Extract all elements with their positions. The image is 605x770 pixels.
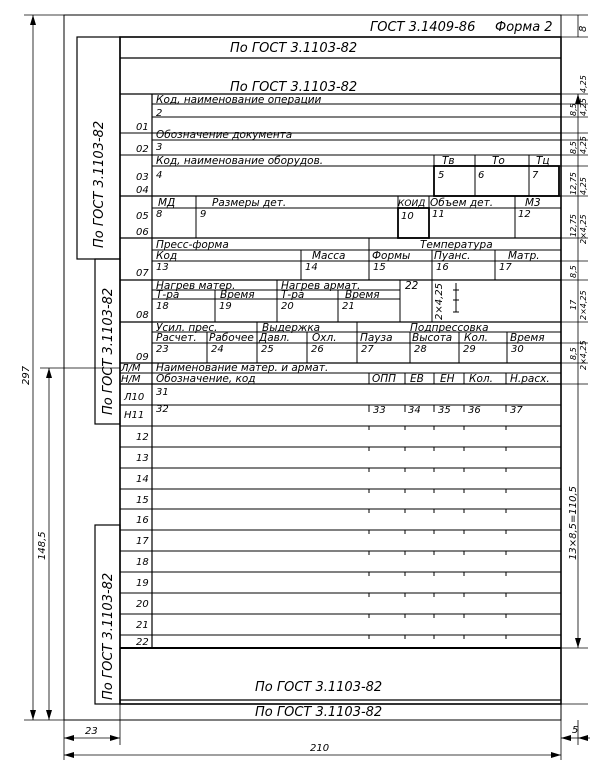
svg-text:10: 10 xyxy=(401,211,414,222)
svg-text:13×8,5=110,5: 13×8,5=110,5 xyxy=(568,485,579,560)
top-ref: По ГОСТ 3.1103-82 xyxy=(230,41,358,56)
row-07: 07 xyxy=(136,268,149,279)
label-en: ЕН xyxy=(440,373,455,385)
row-01: 01 xyxy=(136,122,149,133)
label-tra2: Т-ра xyxy=(281,289,305,301)
right-dimensions xyxy=(568,26,589,560)
label-rabochee: Рабочее xyxy=(209,332,254,344)
label-to: То xyxy=(492,155,505,167)
gost-number: ГОСТ 3.1409-86 xyxy=(370,20,476,35)
svg-text:36: 36 xyxy=(468,405,481,416)
label-ohl: Охл. xyxy=(312,332,337,344)
label-vremya2: Время xyxy=(345,289,380,301)
svg-text:37: 37 xyxy=(510,405,523,416)
label-nagrev-mat: Нагрев матер. xyxy=(156,280,236,292)
label-temp: Температура xyxy=(420,239,493,251)
row-05: 05 xyxy=(136,211,149,222)
label-tv: Тв xyxy=(442,155,455,167)
row-03: 03 xyxy=(136,172,149,183)
svg-text:34: 34 xyxy=(408,405,421,416)
svg-text:4,25: 4,25 xyxy=(579,136,588,154)
label-formy: Формы xyxy=(372,250,411,262)
svg-text:32: 32 xyxy=(156,404,169,415)
svg-text:4,25: 4,25 xyxy=(579,98,588,116)
svg-text:26: 26 xyxy=(311,344,324,355)
label-koid: КОИД xyxy=(398,199,426,209)
dim-297: 297 xyxy=(21,365,32,385)
svg-text:8: 8 xyxy=(578,25,589,32)
label-naim-mat: Наименование матер. и армат. xyxy=(156,362,329,374)
svg-text:5: 5 xyxy=(438,170,445,181)
label-2x425: 2×4,25 xyxy=(434,282,445,320)
svg-text:8,5: 8,5 xyxy=(569,347,578,360)
side-ref-lower: По ГОСТ 3.1103-82 xyxy=(101,572,116,700)
svg-text:28: 28 xyxy=(414,344,427,355)
label-vol: Объем дет. xyxy=(430,197,494,209)
svg-text:12,75: 12,75 xyxy=(569,214,578,237)
svg-text:8: 8 xyxy=(156,209,163,220)
label-vremya3: Время xyxy=(510,332,545,344)
label-vremya1: Время xyxy=(220,289,255,301)
svg-text:7: 7 xyxy=(532,170,539,181)
svg-text:9: 9 xyxy=(200,209,207,220)
svg-text:4: 4 xyxy=(156,170,163,181)
form-number: Форма 2 xyxy=(495,20,553,35)
label-pauza: Пауза xyxy=(360,332,393,344)
row-15: 15 xyxy=(136,495,149,506)
dim-23: 23 xyxy=(85,726,98,737)
svg-text:13: 13 xyxy=(156,262,169,273)
label-md: МД xyxy=(158,197,176,209)
svg-text:25: 25 xyxy=(261,344,274,355)
label-22: 22 xyxy=(405,280,419,292)
row-lm: Л/М xyxy=(121,363,141,374)
svg-text:30: 30 xyxy=(511,344,524,355)
row-13: 13 xyxy=(136,453,149,464)
row-04: 04 xyxy=(136,185,149,196)
row-17: 17 xyxy=(136,536,149,547)
label-press: Пресс-форма xyxy=(156,239,229,251)
label-opp: ОПП xyxy=(372,373,397,385)
row-08: 08 xyxy=(136,310,149,321)
row-numbers xyxy=(120,122,149,648)
dim-148-5: 148,5 xyxy=(37,531,48,560)
svg-text:29: 29 xyxy=(463,344,476,355)
label-tra1: Т-ра xyxy=(156,289,180,301)
svg-text:27: 27 xyxy=(361,344,374,355)
svg-text:19: 19 xyxy=(219,301,232,312)
row-nm: Н/М xyxy=(121,374,141,385)
svg-text:20: 20 xyxy=(281,301,294,312)
label-kol1: Кол. xyxy=(464,332,488,344)
label-oboz-kod: Обозначение, код xyxy=(156,373,256,385)
label-nagrev-arm: Нагрев армат. xyxy=(281,280,361,292)
row-09: 09 xyxy=(136,352,149,363)
svg-text:24: 24 xyxy=(211,344,224,355)
bottom-ref-1: По ГОСТ 3.1103-82 xyxy=(255,680,383,695)
svg-text:11: 11 xyxy=(432,209,445,220)
svg-text:6: 6 xyxy=(478,170,485,181)
row-18: 18 xyxy=(136,557,149,568)
row-21: 21 xyxy=(136,620,149,631)
title-ref: По ГОСТ 3.1103-82 xyxy=(230,80,358,95)
label-massa: Масса xyxy=(312,250,346,262)
label-usil: Усил. прес. xyxy=(156,322,218,334)
row-19: 19 xyxy=(136,578,149,589)
svg-text:18: 18 xyxy=(156,301,169,312)
label-vyderzhka: Выдержка xyxy=(262,322,321,334)
svg-text:21: 21 xyxy=(342,301,355,312)
label-doc: Обозначение документа xyxy=(156,129,293,141)
row-l10: Л10 xyxy=(124,392,145,403)
svg-text:8,5: 8,5 xyxy=(569,103,578,116)
field-labels xyxy=(156,94,550,385)
label-puans: Пуанс. xyxy=(434,250,471,262)
svg-text:8,5: 8,5 xyxy=(569,141,578,154)
row-20: 20 xyxy=(136,599,149,610)
row-06: 06 xyxy=(136,227,149,238)
label-nrash: Н.расх. xyxy=(510,373,550,385)
svg-text:17: 17 xyxy=(499,262,512,273)
svg-text:2×4,25: 2×4,25 xyxy=(579,214,588,244)
svg-text:4,25: 4,25 xyxy=(579,75,588,93)
svg-text:35: 35 xyxy=(438,405,451,416)
row-12: 12 xyxy=(136,432,149,443)
svg-text:15: 15 xyxy=(373,262,386,273)
svg-text:2: 2 xyxy=(156,108,163,119)
side-ref-middle: По ГОСТ 3.1103-82 xyxy=(101,287,116,415)
svg-text:17: 17 xyxy=(569,299,578,310)
svg-text:3: 3 xyxy=(156,142,163,153)
svg-text:8,5: 8,5 xyxy=(569,265,578,278)
row-22: 22 xyxy=(136,637,149,648)
svg-text:12: 12 xyxy=(518,209,531,220)
svg-text:4,25: 4,25 xyxy=(579,177,588,195)
side-ref-upper: По ГОСТ 3.1103-82 xyxy=(92,120,107,248)
label-matr: Матр. xyxy=(508,250,540,262)
dim-5: 5 xyxy=(572,725,579,736)
row-14: 14 xyxy=(136,474,149,485)
label-op-name: Код, наименование операции xyxy=(156,94,322,106)
label-equip: Код, наименование оборудов. xyxy=(156,155,324,167)
row-16: 16 xyxy=(136,515,149,526)
label-kod: Код xyxy=(156,250,178,262)
label-ev: ЕВ xyxy=(410,373,424,385)
dim-210: 210 xyxy=(310,743,330,754)
svg-text:2×4,25: 2×4,25 xyxy=(579,340,588,370)
label-vysota: Высота xyxy=(412,332,453,344)
svg-text:12,75: 12,75 xyxy=(569,172,578,195)
svg-text:2×4,25: 2×4,25 xyxy=(579,290,588,320)
label-kol2: Кол. xyxy=(469,373,493,385)
label-m3: М3 xyxy=(525,197,541,209)
svg-text:33: 33 xyxy=(373,405,386,416)
svg-text:31: 31 xyxy=(156,387,169,398)
label-tc: Тц xyxy=(536,155,550,167)
svg-text:16: 16 xyxy=(436,262,449,273)
label-davl: Давл. xyxy=(259,332,290,344)
svg-text:23: 23 xyxy=(156,344,169,355)
label-raschet: Расчет. xyxy=(156,332,197,344)
label-podpress: Подпрессовка xyxy=(410,322,489,334)
label-dims: Размеры дет. xyxy=(212,197,287,209)
bottom-ref-2: По ГОСТ 3.1103-82 xyxy=(255,705,383,720)
row-h11: Н11 xyxy=(124,410,145,421)
row-02: 02 xyxy=(136,144,149,155)
svg-text:14: 14 xyxy=(305,262,318,273)
